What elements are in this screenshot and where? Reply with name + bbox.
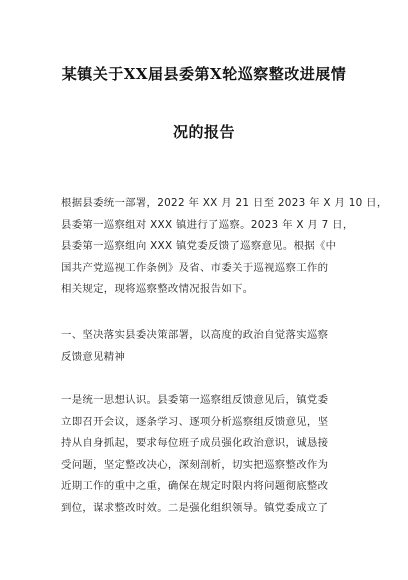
body-line: 受问题，坚定整改决心，深刻剖析，切实把巡察整改作为 <box>61 458 329 471</box>
body-line: 近期工作的重中之重，确保在规定时限内将问题彻底整改 <box>61 480 329 492</box>
body-line: 到位，谋求整改时效。二是强化组织领导。镇党委成立了 <box>61 501 329 514</box>
body-line: 立即召开会议，逐条学习、逐项分析巡察组反馈意见，坚 <box>61 415 329 428</box>
intro-paragraph <box>61 193 388 301</box>
section-1-body <box>61 390 361 519</box>
intro-line: 相关规定，现将巡察整改情况报告如下。 <box>61 283 254 295</box>
body-line: 一是统一思想认识。县委第一巡察组反馈意见后，镇党委 <box>61 394 329 406</box>
intro-line: 县委第一巡察组对 XXX 镇进行了巡察。2023 年 X 月 7 日， <box>61 218 354 231</box>
section-1-heading <box>61 325 361 368</box>
intro-line: 国共产党巡视工作条例》及省、市委关于巡视巡察工作的 <box>61 261 329 274</box>
document-title-line-1: 某镇关于XX届县委第X轮巡察整改进展情 <box>61 65 347 83</box>
body-line: 持从自身抓起，要求每位班子成员强化政治意识，诚恳接 <box>61 437 329 449</box>
section-heading-line: 一、坚决落实县委决策部署，以高度的政治自觉落实巡察 <box>61 329 329 341</box>
intro-line: 县委第一巡察组向 XXX 镇党委反馈了巡察意见。根据《中 <box>61 240 337 252</box>
intro-line: 根据县委统一部署，2022 年 XX 月 21 日至 2023 年 X 月 10 日， <box>61 197 388 209</box>
document-title-line-2: 况的报告 <box>172 123 235 141</box>
section-heading-line: 反馈意见精神 <box>61 350 126 363</box>
